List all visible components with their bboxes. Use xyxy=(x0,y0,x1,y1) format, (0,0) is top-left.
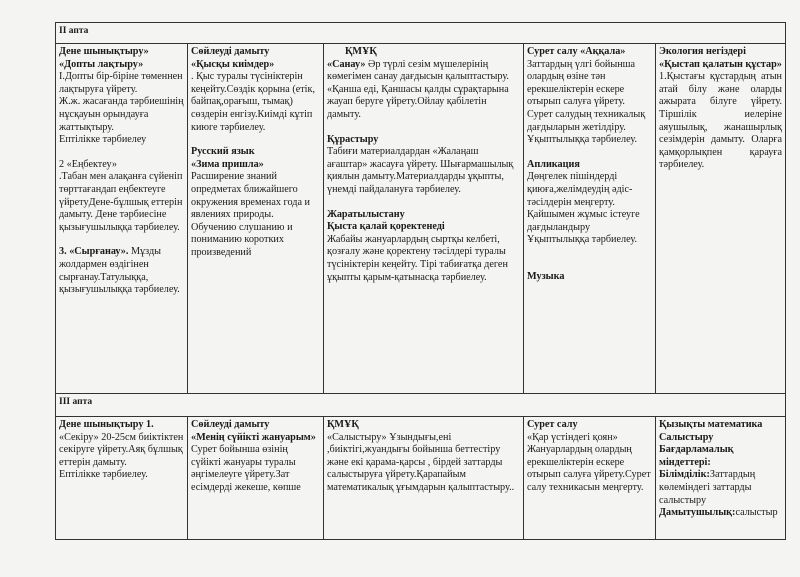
week2-col5-text1: 1.Қыстағы құстардың атын атай білу және оларды ажырата білуге үйрету. Тіршілік иелеріне аяушылық, жанашырлық сезімдерін дамыту. Оларға қамқорлықпен қарауға тәрбиелеу. xyxy=(659,71,785,171)
week2-col2-title3: Русский язык xyxy=(191,146,255,158)
week3-col5-text2-label: Дамытушылық: xyxy=(659,507,736,519)
week2-col5-title2: «Қыстап қалатын құстар» xyxy=(659,58,782,70)
week3-header-row xyxy=(56,394,786,417)
week2-col3-title1: ҚМҰҚ xyxy=(345,46,377,57)
week2-col1-text3: Мұзды жолдармен өздігінен сырғанау.Татулыққа, қызығушылыққа тәрбиелеу. xyxy=(59,246,180,296)
week2-ecology-cell xyxy=(656,44,786,394)
week3-speech-development-cell xyxy=(188,417,324,540)
week2-physical-education-cell xyxy=(56,44,188,394)
week3-col5-title3: Бағдарламалық міндеттері: xyxy=(659,444,737,468)
week2-col5-title1: Экология негіздері xyxy=(659,46,746,57)
week2-col1-text2: .Табан мен алақанға сүйеніп төрттағандап еңбектеуге үйретуДене-бұлшық еттерін дамыту. Дене тәрбиесіне қызығушылыққа тәрбиелеу. xyxy=(59,171,185,233)
lesson-plan-table xyxy=(55,22,786,540)
week3-col5-text2: салыстыр xyxy=(735,507,778,519)
week3-col5-text1: Заттардың көлеміндегі заттарды салыстыру xyxy=(659,469,758,506)
week3-col3-text1: «Салыстыру» Ұзындығы,ені ,биіктігі,жуандығы бойынша беттестіру және екі қарама-қарсы , бірдей заттарды салыстыруға үйрету.Қарапайым математикалық ұғымдарын қалыптастыру.. xyxy=(327,431,515,493)
week3-col1-title1: Дене шынықтыру 1. xyxy=(59,419,154,430)
week3-col4-text1: «Қар үстіндегі қоян» Жануарлардың олардың ерекшеліктерін ескере отырып салуға үйрету.Сурет салу техникасын меңгерту. xyxy=(527,431,651,493)
week2-col3-title3: Құрастыру xyxy=(327,133,379,145)
week2-speech-development-cell xyxy=(188,44,324,394)
week2-col1-title1: Дене шынықтыру» xyxy=(59,46,149,57)
week2-col1-title2: «Допты лақтыру» xyxy=(59,58,144,70)
week2-col4-text2: Дөңгелек пішіндерді қиюға,желімдеудің әдіс-тәсілдерін меңгерту. Қайшымен жұмыс істеуге дағдыландыру Ұқыптылыққа тәрбиелеу. xyxy=(527,171,643,246)
week2-header-row xyxy=(56,23,786,44)
week3-content-row xyxy=(56,417,786,540)
week2-col2-title2: «Қысқы киімдер» xyxy=(191,58,275,70)
week2-col3-text3: Жабайы жануарлардың сыртқы келбеті, қозғалу және қоректену тәсілдері туралы түсініктерін кеңейту. Тірі табиғатқа деген ұқыпты қарым-қатынасқа тәрбиелеу. xyxy=(327,233,511,283)
week2-col3-title2: «Санау» xyxy=(327,58,366,70)
week2-col4-title3: Музыка xyxy=(527,270,565,282)
week2-col2-text2: Расширение знаний опредметах ближайшего окружения временах года и явлениях природы. Обучению слушанию и пониманию коротких произведений xyxy=(191,171,313,258)
week2-art-cell xyxy=(524,44,656,394)
week2-col3-text2: Табиғи материалдардан «Жалаңаш ағаштар» жасауға үйрету. Шығармашылық қиялын дамыту.Материалдарды ұқыпты, үнемді пайдалануға тәрбиелеу. xyxy=(327,146,516,195)
week2-col3-title4: Жаратылыстану xyxy=(327,208,405,220)
week3-col5-text1-label: Білімділік: xyxy=(659,469,710,481)
week2-col4-text1: Заттардың үлгі бойынша олардың өзіне тән ерекшеліктерін ескере отырып салуға үйрету. Сурет салудың техникалық дағдыларын жетілдіру. Ұқыптылыққа тәрбиелеу. xyxy=(527,58,648,146)
week2-col3-text1: Әр түрлі сезім мүшелерінің көмегімен санау дағдысын қалыптастыру. «Қанша еді, Қаншасы қалды сұрақтарына жауап беруге үйрету.Ойлау қабілетін дамыту. xyxy=(327,58,512,120)
week2-col2-text1: . Қыс туралы түсініктерін кеңейту.Сөздік қорына (етік, байпақ,орағыш, тымақ) сөздерін енгізу.Киімді кұтіп киюге тәрбиелеу. xyxy=(191,71,318,133)
week3-art-cell xyxy=(524,417,656,540)
week2-col3-title5: Қыста қалай қоректенеді xyxy=(327,221,445,233)
week3-math-cell xyxy=(324,417,524,540)
week2-col2-title4: «Зима пришла» xyxy=(191,158,264,170)
week3-col4-title1: Сурет салу xyxy=(527,419,578,430)
week3-col2-text1: Сурет бойынша өзінің сүйікті жануары туралы әңгімелеуге үйрету.Зат есімдерді жекеше, көпше xyxy=(191,444,301,493)
week2-content-row xyxy=(56,44,786,394)
week2-math-cell xyxy=(324,44,524,394)
week3-col2-title2: «Менің сүйікті жануарым» xyxy=(191,431,316,443)
week3-col2-title1: Сөйлеуді дамыту xyxy=(191,419,270,430)
week2-col2-title1: Сөйлеуді дамыту xyxy=(191,46,270,57)
week2-col1-text1: І.Допты бір-біріне төменнен лақтыруға үйрету. Ж.ж. жасағанда тәрбиешінің нұсқауын орындауға жаттықтыру. Ептілікке тәрбиелеу xyxy=(59,71,184,146)
week3-col1-text1: «Секіру» 20-25см биіктіктен секіруге үйрету.Аяқ бұлшық еттерін дамыту. Ептілікке тәрбиелеу. xyxy=(59,431,184,481)
week3-col5-title2: Салыстыру xyxy=(659,431,714,443)
week3-fun-math-cell xyxy=(656,417,786,540)
week2-label: II апта xyxy=(59,26,89,36)
week3-col3-title1: ҚМҰҚ xyxy=(327,419,359,430)
week3-col5-title1: Қызықты математика xyxy=(659,419,763,430)
week2-col4-title1: Сурет салу «Аққала» xyxy=(527,46,626,57)
week3-label: ІІІ апта xyxy=(59,397,93,407)
week3-physical-education-cell xyxy=(56,417,188,540)
week2-col1-title3: 2 «Еңбектеу» xyxy=(59,158,117,170)
week2-col1-title4: 3. «Сырғанау». xyxy=(59,246,129,258)
week2-col4-title2: Апликация xyxy=(527,158,580,170)
